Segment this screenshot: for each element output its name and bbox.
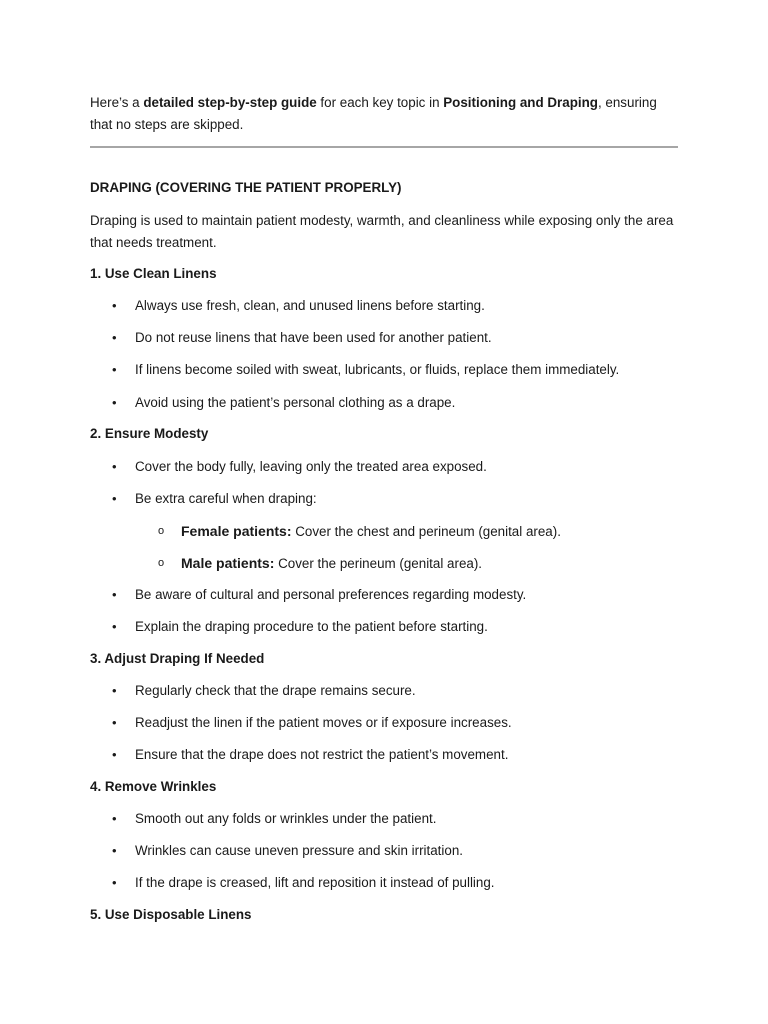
- list-item: Readjust the linen if the patient moves or if exposure increases.: [135, 715, 512, 730]
- step-heading: 5. Use Disposable Linens: [90, 907, 252, 922]
- section-description: Draping is used to maintain patient modesty, warmth, and cleanliness while exposing only the area that needs treatment.: [90, 213, 674, 250]
- sub-list-item: [181, 553, 482, 574]
- bullet-icon: •: [112, 362, 117, 377]
- list-item: Wrinkles can cause uneven pressure and skin irritation.: [135, 843, 463, 858]
- list-item: If linens become soiled with sweat, lubricants, or fluids, replace them immediately.: [135, 362, 620, 377]
- sub-list-text: Cover the perineum (genital area).: [274, 556, 483, 571]
- step-heading: 1. Use Clean Linens: [90, 266, 217, 281]
- bullet-icon: •: [112, 747, 117, 762]
- list-item: Explain the draping procedure to the patient before starting.: [135, 619, 488, 634]
- list-item: Always use fresh, clean, and unused linens before starting.: [135, 298, 485, 313]
- sub-list-label: Male patients:: [181, 555, 275, 571]
- sub-list-label: Female patients:: [181, 523, 292, 539]
- intro-emphasis-topic: Positioning and Draping: [443, 95, 598, 110]
- intro-text: for each key topic in: [316, 95, 444, 110]
- step-heading: 4. Remove Wrinkles: [90, 779, 217, 794]
- step-heading: 3. Adjust Draping If Needed: [90, 651, 265, 666]
- sub-list-item: [181, 521, 561, 542]
- sub-bullet-icon: o: [158, 557, 165, 569]
- bullet-icon: •: [112, 330, 117, 345]
- bullet-icon: •: [112, 811, 117, 826]
- list-item: Do not reuse linens that have been used for another patient.: [135, 330, 492, 345]
- list-item: Avoid using the patient’s personal clothing as a drape.: [135, 395, 456, 410]
- sub-list-text: Cover the chest and perineum (genital area).: [291, 524, 561, 539]
- bullet-icon: •: [112, 395, 117, 410]
- step-heading: 2. Ensure Modesty: [90, 426, 209, 441]
- bullet-icon: •: [112, 587, 117, 602]
- list-item: Be extra careful when draping:: [135, 491, 317, 506]
- intro-text: , ensuring that no steps are skipped.: [90, 95, 657, 132]
- intro-paragraph: [90, 92, 680, 136]
- list-item: Ensure that the drape does not restrict the patient’s movement.: [135, 747, 509, 762]
- list-item: Be aware of cultural and personal preferences regarding modesty.: [135, 587, 527, 602]
- bullet-icon: •: [112, 491, 117, 506]
- intro-emphasis-guide: detailed step-by-step guide: [143, 95, 317, 110]
- intro-text: Here’s a: [90, 95, 144, 110]
- bullet-icon: •: [112, 715, 117, 730]
- list-item: Cover the body fully, leaving only the treated area exposed.: [135, 459, 487, 474]
- bullet-icon: •: [112, 843, 117, 858]
- bullet-icon: •: [112, 298, 117, 313]
- list-item: Smooth out any folds or wrinkles under the patient.: [135, 811, 437, 826]
- horizontal-rule: [90, 146, 678, 148]
- list-item: If the drape is creased, lift and reposition it instead of pulling.: [135, 875, 495, 890]
- bullet-icon: •: [112, 683, 117, 698]
- bullet-icon: •: [112, 459, 117, 474]
- sub-bullet-icon: o: [158, 525, 165, 537]
- list-item: Regularly check that the drape remains secure.: [135, 683, 416, 698]
- section-title: DRAPING (COVERING THE PATIENT PROPERLY): [90, 180, 402, 195]
- bullet-icon: •: [112, 619, 117, 634]
- bullet-icon: •: [112, 875, 117, 890]
